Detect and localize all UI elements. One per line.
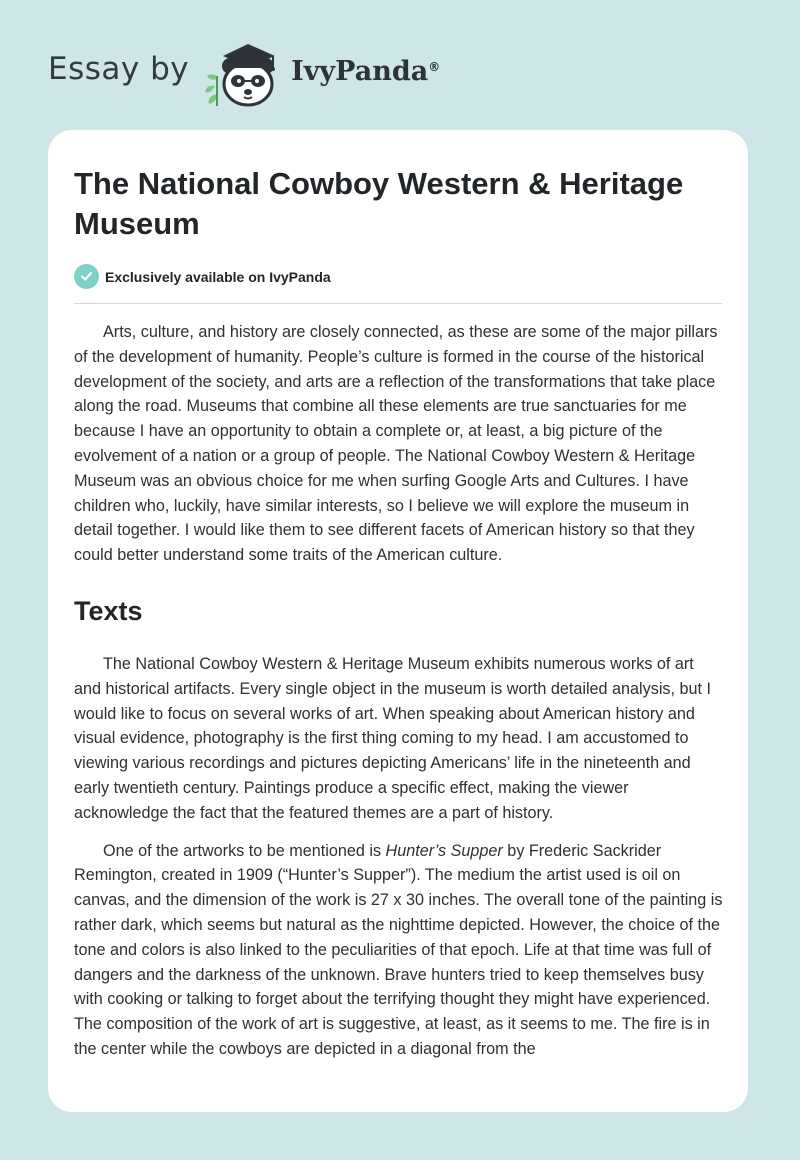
essay-title: The National Cowboy Western & Heritage Museum (74, 166, 684, 241)
essay-card (48, 130, 748, 1112)
check-icon (74, 264, 99, 289)
paragraph: The National Cowboy Western & Heritage Museum exhibits numerous works of art and historical artifacts. Every single object in the museum is worth detailed analysis, but I would like to focus on several works of art. When speaking about American history and visual evidence, photography is the first thing coming to my head. I am accustomed to viewing various recordings and pictures depicting Americans’ life in the nineteenth and early twentieth century. Paintings produce a specific effect, making the viewer acknowledge the fact that the featured themes are a part of history. (74, 654, 712, 822)
badge-text: Exclusively available on IvyPanda (105, 268, 331, 285)
section-heading: Texts (74, 595, 143, 626)
brand-prefix: Essay by (48, 51, 190, 87)
paragraph: Arts, culture, and history are closely connected, as these are some of the major pillars of the development of humanity. People’s culture is formed in the course of the historical development of the society, and arts are a reflection of the transformations that take place along the road. Museums that combine all these elements are true sanctuaries for me because I have an opportunity to obtain a complete or, at least, a big picture of the evolvement of a nation or a group of people. The National Cowboy Western & Heritage Museum was an obvious choice for me when surfing Google Arts and Cultures. I have children who, luckily, have similar interests, so I believe we will explore the museum in detail together. I would like them to see different facets of American history so that they could better understand some traits of the American culture. (74, 323, 718, 565)
paragraph: One of the artworks to be mentioned is Hunter’s Supper by Frederic Sackrider Remington, created in 1909 (“Hunter’s Supper”). The medium the artist used is oil on canvas, and the dimension of the work is 27 x 30 inches. The overall tone of the painting is rather dark, which seems but natural as the nighttime depicted. However, the choice of the tone and colors is also linked to the peculiarities of that epoch. Life at that time was full of dangers and the darkness of the unknown. Brave hunters tried to keep themselves busy with cooking or talking to forget about the terrifying thought they might have experienced. The composition of the work of art is suggestive, at least, as it seems to me. The fire is in the center while the cowboys are depicted in a diagonal from the (74, 841, 723, 1058)
divider (74, 303, 722, 304)
artwork-title: Hunter’s Supper (385, 841, 503, 860)
brand-name: IvyPanda® (291, 55, 441, 87)
exclusive-badge (74, 264, 331, 289)
ivypanda-logo-icon[interactable] (195, 34, 291, 110)
brand-header (48, 34, 440, 110)
trademark-symbol: ® (428, 59, 441, 74)
essay-content (74, 320, 724, 1062)
